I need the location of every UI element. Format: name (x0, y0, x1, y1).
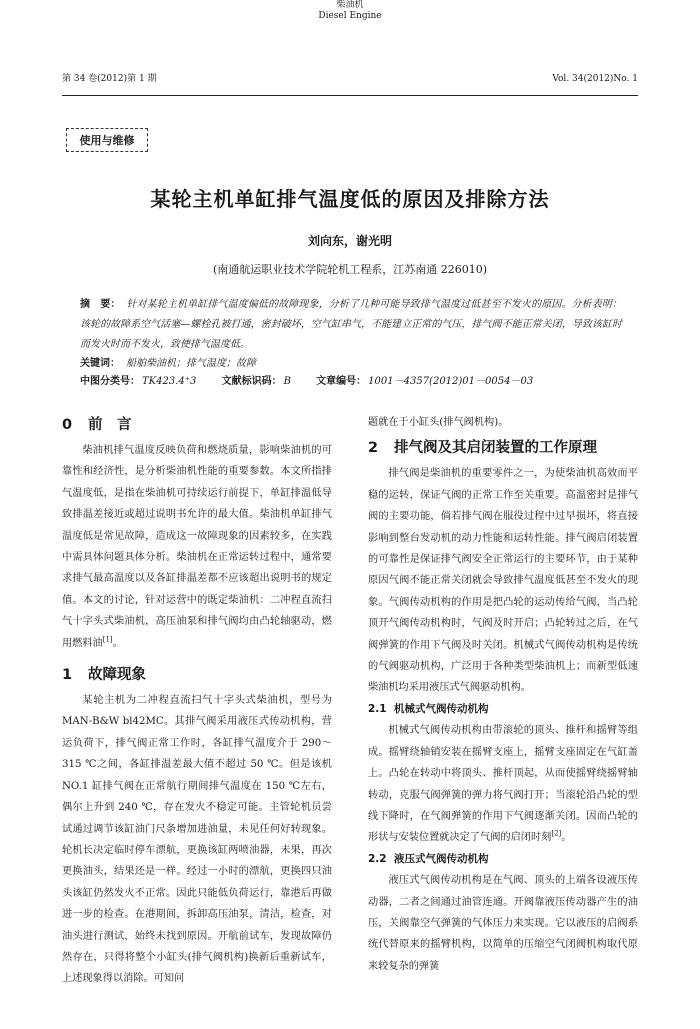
journal-name-cn: 柴油机 (336, 0, 364, 10)
section-number-1: 1 (62, 667, 73, 684)
left-column (62, 410, 332, 990)
section-heading-1 (62, 660, 332, 690)
intro-text: 柴油机排气温度反映负荷和燃烧质量，影响柴油机的可靠性和经济性，是分析柴油机性能的重要参数。本文所指排气温度低，是指在柴油机可持续运行前提下，单缸排温低导致排温差接近或超过说明书允许的最大值。柴油机单缸排气温度低是常见故障，造成这一故障现象的因素较多，在实践中需具体问题具体分析。柴油机在正常运转过程中，通常要求排气最高温度以及各缸排温差都不应该超出说明书的规定值。本文的讨论，针对运营中的既定柴油机：二冲程直流扫气十字头式柴油机，高压油泵和排气阀均由凸轮轴驱动，燃用燃料油 (62, 445, 332, 649)
subsection-number-2-1: 2.1 (368, 702, 387, 715)
article-label: 文章编号： (316, 376, 367, 387)
clc-number (80, 376, 196, 387)
clc-value: TK423.4⁺3 (142, 376, 197, 387)
section-number-0: 0 (62, 417, 73, 433)
paragraph-mechanical (368, 720, 638, 848)
citation-1: [1] (102, 635, 113, 644)
section-title-0: 前 言 (88, 417, 132, 433)
subsection-heading-2-1 (368, 699, 638, 720)
paragraph-continuation: 题就在于小缸头(排气阀机构)。 (368, 417, 509, 428)
keywords-label: 关键词： (80, 358, 120, 369)
paragraph-hydraulic: 液压式气阀传动机构是在气阀、顶头的上端各设液压传动器，二者之间通过油管连通。开阀靠液压传动器产生的油压，关阀靠空气弹簧的气体压力来实现。它以液压的启阀系统代替原来的摇臂机构，以简单的压缩空气闭阀机构取代原来较复杂的弹簧 (368, 875, 638, 972)
subsection-title-2-1: 机械式气阀传动机构 (394, 702, 489, 715)
paragraph-fault: 某轮主机为二冲程直流扫气十字头式柴油机，型号为 MAN-B&W bl42MC。其排气阀采用液压式传动机构，营运负荷下，排气阀正常工作时，各缸排气温度介于 290～315 ℃之间，各缸排温差最大值不超过 50 ℃。但是该机 NO.1 缸排气阀在正常航行期间排气温度在 150 ℃左右，偶尔上升到 240 ℃，存在发火不稳定可能。主管轮机员尝试通过调节该缸油门尺条增加进油量，未见任何好转现象。轮机长决定临时停车漂航，更换该缸两喷油器，未果，再次更换油头，结果还是一样。经过一小时的漂航，更换四只油头该缸仍然发火不正常。因此只能低负荷运行，靠港后再做进一步的检查。在港期间，拆卸高压油泵，清洁，检查，对油头进行测试，始终未找到原因。开航前试车，发现故障仍然存在，只得将整个小缸头(排气阀机构)换新后重新试车，上述现象得以消除。可知问 (62, 695, 332, 985)
abstract-label: 摘 要： (80, 299, 121, 310)
authors: 刘向东，谢光明 (307, 234, 392, 248)
journal-name-en: Diesel Engine (318, 11, 382, 21)
journal-volume-en: Vol. 34(2012)No. 1 (552, 74, 638, 84)
citation-2: [2] (551, 829, 562, 838)
clc-label: 中图分类号： (80, 376, 140, 387)
doc-code (222, 376, 291, 387)
article-number (316, 376, 533, 387)
journal-name (0, 0, 700, 22)
section-heading-2 (368, 433, 638, 463)
mechanical-end: 。 (561, 832, 572, 844)
section-title-2: 排气阀及其启闭装置的工作原理 (394, 440, 597, 457)
subsection-heading-2-2 (368, 849, 638, 870)
section-title-1: 故障现象 (88, 667, 146, 684)
paragraph-principle: 排气阀是柴油机的重要零件之一，为使柴油机高效而平稳的运转，保证气阀的正常工作至关重要。高温密封是排气阀的主要功能，倘若排气阀在服役过程中过早损坏，将直接影响到整台发动机的动力性能和运转性能。排气阀启闭装置的可靠性是保证排气阀安全正常运行的主要环节，由于某种原因气阀不能正常关闭就会导致排气温度低甚至不发火的现象。气阀传动机构的作用是把凸轮的运动传给气阀，当凸轮顶开气阀传动机构时，气阀及时开启；凸轮转过之后，在气阀弹簧的作用下气阀及时关闭。机械式气阀传动机构是传统的气阀驱动机构，广泛用于各种类型柴油机上；而新型低速柴油机均采用液压式气阀驱动机构。 (368, 468, 638, 694)
intro-end: 。 (112, 637, 123, 649)
abstract-text: 针对某轮主机单缸排气温度偏低的故障现象，分析了几种可能导致排气温度过低甚至不发火的原因。分析表明：该轮的故障系空气活塞—螺栓孔被打通，密封破坏，空气缸串气，不能建立正常的气压，排气阀不能正常关闭，导致该缸时而发火时而不发火，致使排气温度低。 (80, 299, 623, 350)
affiliation: (南通航运职业技术学院轮机工程系，江苏南通 226010) (212, 263, 488, 276)
mechanical-text: 机械式气阀传动机构由带滚轮的顶头、推杆和摇臂等组成。摇臂绕轴销安装在摇臂支座上，摇臂支座固定在气缸盖上。凸轮在转动中将顶头、推杆顶起，从而使摇臂绕摇臂轴转动，克服气阀弹簧的弹力将气阀打开；当滚轮沿凸轮的型线下降时，在气阀弹簧的作用下气阀逐渐关闭。因而凸轮的形状与安装位置就决定了气阀的启闭时刻 (368, 725, 638, 844)
subsection-number-2-2: 2.2 (368, 852, 387, 865)
paper-title: 某轮主机单缸排气温度低的原因及排除方法 (150, 187, 550, 211)
journal-volume-issue: 第 34 卷(2012)第 1 期 (62, 74, 157, 84)
keywords (80, 356, 622, 372)
classification-line (80, 374, 640, 390)
paragraph-intro (62, 440, 332, 654)
article-value: 1001－4357(2012)01－0054－03 (368, 376, 534, 387)
abstract (80, 295, 622, 355)
doc-value: B (283, 376, 291, 387)
subsection-title-2-2: 液压式气阀传动机构 (394, 852, 489, 865)
keywords-text: 船舶柴油机；排气温度；故障 (126, 358, 256, 369)
header-rule (62, 95, 638, 96)
right-column (368, 412, 638, 977)
section-badge: 使用与维修 (66, 128, 148, 152)
doc-label: 文献标识码： (221, 376, 282, 387)
section-number-2: 2 (368, 440, 379, 457)
section-heading-0 (62, 410, 332, 440)
